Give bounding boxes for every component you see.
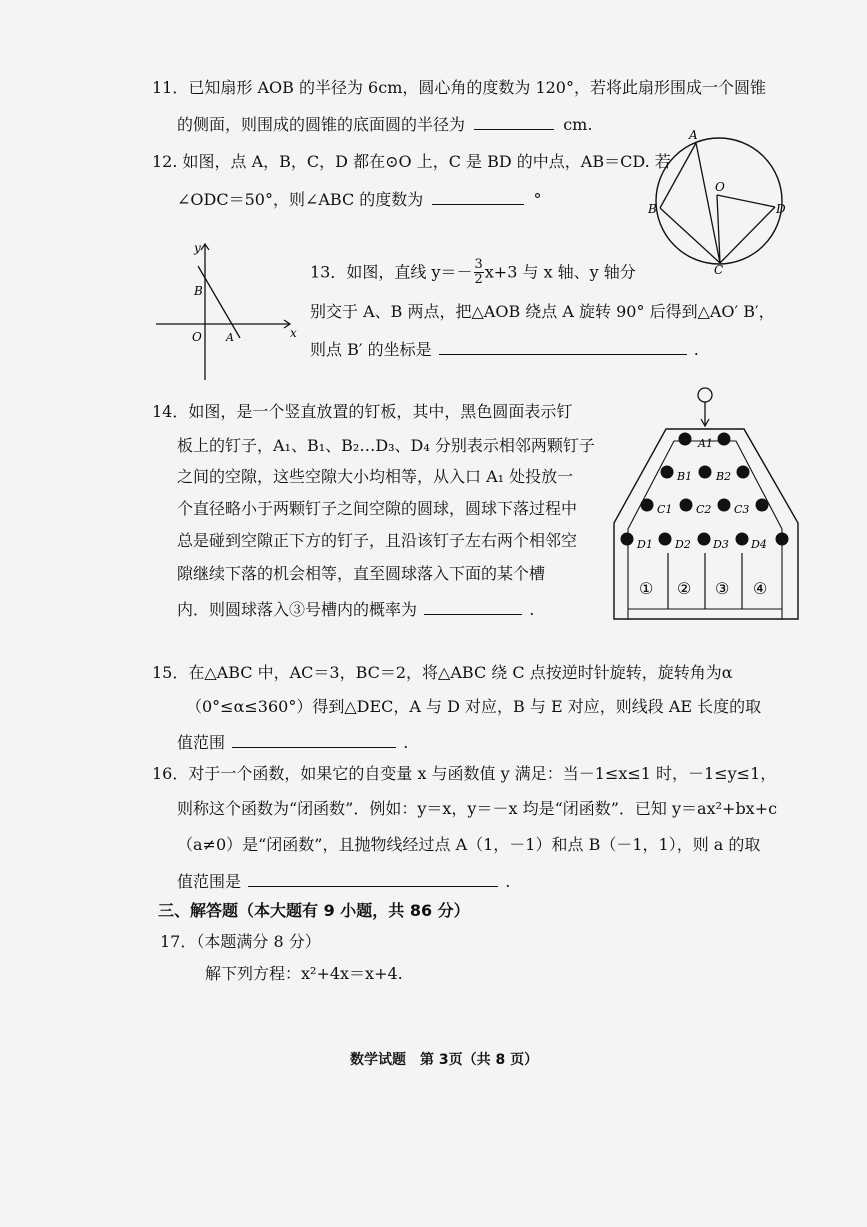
- q16-line1: 16．对于一个函数，如果它的自变量 x 与函数值 y 满足：当－1≤x≤1 时，－1≤y≤1，: [152, 764, 777, 783]
- q14-line7: [177, 600, 534, 618]
- q12-circle-figure: [640, 125, 795, 275]
- q13-period: .: [693, 340, 699, 359]
- q16-line3: （a≠0）是“闭函数”，且抛物线经过点 A（1，－1）和点 B（－1，1），则 a 的取: [177, 835, 761, 854]
- q12-degree: °: [533, 190, 542, 209]
- q14-peg-r4-1: [621, 533, 634, 546]
- q13-axes-figure: [152, 238, 302, 383]
- q11-unit: cm.: [563, 115, 593, 134]
- q14-peg-r4-3: [698, 533, 711, 546]
- q13-line1: [310, 258, 636, 288]
- q12-label-a: A: [689, 128, 698, 142]
- q13-frac-num: 3: [474, 257, 483, 272]
- q14-slot-3: ③: [715, 579, 730, 598]
- q14-gap-label-c1: C1: [657, 503, 673, 516]
- q14-answer-blank[interactable]: [424, 600, 522, 615]
- q14-entry-circle: [698, 388, 712, 402]
- q12-line2: [177, 190, 542, 208]
- q13-line: [198, 266, 240, 338]
- q12-seg-cd: [720, 207, 775, 263]
- q16-line2: 则称这个函数为“闭函数”．例如：y＝x，y＝－x 均是“闭函数”．已知 y＝ax²+bx+c: [177, 799, 778, 818]
- q11-answer-blank[interactable]: [474, 115, 554, 130]
- q13-label-y: y: [194, 241, 201, 255]
- q13-label-x: x: [290, 326, 297, 340]
- q14-pegboard-figure: [610, 383, 802, 623]
- q14-line4: 个直径略小于两颗钉子之间空隙的圆球，圆球下落过程中: [177, 499, 578, 518]
- q14-gap-label-d3: D3: [713, 538, 729, 551]
- q14-line3: 之间的空隙，这些空隙大小均相等，从入口 A₁ 处投放一: [177, 467, 574, 486]
- q12-line1: 12. 如图，点 A，B，C，D 都在⊙O 上，C 是 BD 的中点，AB＝CD. 若: [152, 152, 671, 171]
- q12-line2-text: ∠ODC＝50°，则∠ABC 的度数为: [177, 190, 424, 209]
- q13-answer-blank[interactable]: [439, 340, 687, 355]
- q14-line2: 板上的钉子，A₁、B₁、B₂…D₃、D₄ 分别表示相邻两颗钉子: [177, 436, 595, 455]
- q14-line5: 总是碰到空隙正下方的钉子，且沿该钉子左右两个相邻空: [177, 531, 578, 550]
- q17-line2: 解下列方程：x²+4x＝x+4.: [205, 964, 403, 983]
- q12-label-b: B: [648, 202, 657, 216]
- q11-line2-text: 的侧面，则围成的圆锥的底面圆的半径为: [177, 115, 466, 134]
- q14-gap-label-d2: D2: [675, 538, 691, 551]
- q14-peg-r3-2: [680, 499, 693, 512]
- section-3-heading: 三、解答题（本大题有 9 小题，共 86 分）: [158, 901, 470, 920]
- q14-peg-r3-4: [756, 499, 769, 512]
- q16-line4: [177, 872, 510, 890]
- q14-period: .: [529, 600, 535, 619]
- q14-slot-1: ①: [639, 579, 654, 598]
- q14-slot-4: ④: [753, 579, 768, 598]
- q13-line1-text-b: x+3 与 x 轴、y 轴分: [484, 262, 636, 282]
- q14-line6: 隙继续下落的机会相等，直至圆球落入下面的某个槽: [177, 564, 546, 583]
- q17-line1: 17．（本题满分 8 分）: [160, 932, 321, 951]
- q13-fraction: [474, 258, 484, 288]
- q11-line2: [177, 115, 592, 133]
- q14-peg-r2-1: [661, 466, 674, 479]
- q14-line7-text: 内．则圆球落入③号槽内的概率为: [177, 600, 418, 619]
- q14-gap-label-a1: A1: [698, 437, 713, 450]
- q13-line1-text-a: 13．如图，直线 y＝－: [310, 262, 473, 282]
- q14-peg-r3-1: [641, 499, 654, 512]
- q13-line3: [310, 340, 699, 358]
- q13-line2: 别交于 A、B 两点，把△AOB 绕点 A 旋转 90° 后得到△AO′ B′，: [310, 302, 775, 321]
- page-footer: 数学试题 第 3页（共 8 页）: [350, 1052, 539, 1068]
- q15-line3-text: 值范围: [177, 733, 226, 752]
- q15-line1: 15．在△ABC 中，AC＝3，BC＝2，将△ABC 绕 C 点按逆时针旋转，旋转角为α: [152, 663, 733, 682]
- q14-gap-label-b2: B2: [716, 470, 732, 483]
- q14-peg-r2-2: [699, 466, 712, 479]
- q12-label-c: C: [714, 263, 724, 275]
- q14-gap-label-b1: B1: [677, 470, 693, 483]
- q12-label-o: O: [715, 180, 725, 194]
- q14-gap-label-d4: D4: [751, 538, 767, 551]
- q14-peg-r1-2: [718, 433, 731, 446]
- q14-peg-r1-1: [679, 433, 692, 446]
- q13-label-b: B: [194, 284, 203, 298]
- q12-seg-od: [717, 195, 775, 207]
- q13-frac-den: 2: [474, 272, 483, 288]
- q14-gap-label-d1: D1: [637, 538, 653, 551]
- q15-line3: [177, 733, 408, 751]
- q14-peg-r3-3: [718, 499, 731, 512]
- q13-label-a: A: [226, 331, 234, 344]
- q14-peg-r4-5: [776, 533, 789, 546]
- q15-answer-blank[interactable]: [232, 733, 396, 748]
- q16-line4-text: 值范围是: [177, 872, 242, 891]
- q14-peg-r2-3: [737, 466, 750, 479]
- q13-line3-text: 则点 B′ 的坐标是: [310, 340, 432, 359]
- q14-gap-label-c3: C3: [734, 503, 750, 516]
- q14-peg-r4-4: [736, 533, 749, 546]
- q13-label-o: O: [192, 330, 202, 344]
- q15-line2: （0°≤α≤360°）得到△DEC，A 与 D 对应，B 与 E 对应，则线段 AE 长度的取: [186, 697, 762, 716]
- q16-period: .: [505, 872, 511, 891]
- q14-slot-2: ②: [677, 579, 692, 598]
- q15-period: .: [403, 733, 409, 752]
- q11-line1: 11．已知扇形 AOB 的半径为 6cm，圆心角的度数为 120°，若将此扇形围成一个圆锥: [152, 78, 766, 97]
- q12-label-d: D: [776, 202, 786, 216]
- q16-answer-blank[interactable]: [248, 872, 498, 887]
- q14-peg-r4-2: [659, 533, 672, 546]
- q12-answer-blank[interactable]: [432, 190, 524, 205]
- q14-gap-label-c2: C2: [696, 503, 712, 516]
- q14-line1: 14．如图，是一个竖直放置的钉板，其中，黑色圆面表示钉: [152, 402, 573, 421]
